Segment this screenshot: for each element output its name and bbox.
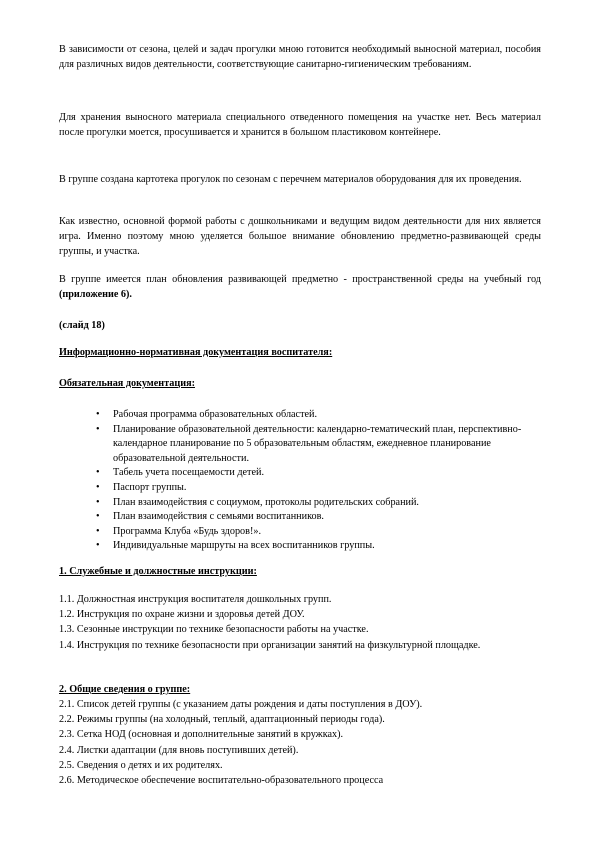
list-item: • План взаимодействия с социумом, протоколы родительских собраний. bbox=[113, 496, 541, 511]
bullet-icon: • bbox=[96, 525, 100, 537]
heading-section-2: 2. Общие сведения о группе: bbox=[59, 684, 191, 695]
section-2-item: 2.5. Сведения о детях и их родителях. bbox=[59, 759, 223, 771]
paragraph-remote-material: В зависимости от сезона, целей и задач прогулки мною готовится необходимый выносной материал, пособия для различных видов деятельности, соответствующие санитарно-гигиеническим требованиям. bbox=[59, 44, 541, 70]
section-2-list bbox=[59, 697, 541, 788]
paragraph-update-plan bbox=[59, 272, 541, 302]
paragraph-walk-cards: В группе создана картотека прогулок по сезонам с перечнем материалов оборудования для их проведения. bbox=[59, 174, 522, 185]
heading-info-docs: Информационно-нормативная документация воспитателя: bbox=[59, 347, 333, 358]
section-2-item: 2.4. Листки адаптации (для вновь поступивших детей). bbox=[59, 744, 299, 756]
list-item: • Индивидуальные маршруты на всех воспитанников группы. bbox=[113, 539, 541, 554]
heading-section-1: 1. Служебные и должностные инструкции: bbox=[59, 566, 257, 577]
list-item: • Программа Клуба «Будь здоров!». bbox=[113, 525, 541, 540]
bullet-icon: • bbox=[96, 467, 100, 479]
section-2-item: 2.3. Сетка НОД (основная и дополнительные занятий в кружках). bbox=[59, 729, 344, 741]
section-1-list bbox=[59, 592, 541, 653]
section-1-item: 1.1. Должностная инструкция воспитателя дошкольных групп. bbox=[59, 594, 332, 605]
mandatory-docs-list bbox=[96, 408, 541, 554]
section-1-item: 1.2. Инструкция по охране жизни и здоровья детей ДОУ. bbox=[59, 609, 305, 621]
bullet-icon: • bbox=[96, 496, 100, 508]
list-item: • План взаимодействия с семьями воспитанников. bbox=[113, 510, 541, 525]
list-item: • Табель учета посещаемости детей. bbox=[113, 466, 541, 481]
list-item: • Рабочая программа образовательных областей. bbox=[113, 408, 541, 423]
bullet-icon: • bbox=[96, 423, 100, 435]
paragraph-storage: Для хранения выносного материала специального отведенного помещения на участке нет. Весь материал после прогулки моется, просушивается и хранится в большом пластиковом контейнере. bbox=[59, 112, 541, 138]
list-item: • Паспорт группы. bbox=[113, 481, 541, 496]
bullet-icon: • bbox=[96, 540, 100, 552]
section-1-item: 1.3. Сезонные инструкции по технике безопасности работы на участке. bbox=[59, 624, 369, 636]
bullet-icon: • bbox=[96, 511, 100, 523]
heading-mandatory-docs: Обязательная документация: bbox=[59, 378, 195, 389]
section-2-item: 2.2. Режимы группы (на холодный, теплый, адаптационный периоды года). bbox=[59, 714, 385, 726]
paragraph-update-plan-text: В группе имеется план обновления развивающей предметно - пространственной среды на учебный год bbox=[59, 274, 541, 285]
section-2-item: 2.6. Методическое обеспечение воспитательно-образовательного процесса bbox=[59, 775, 384, 787]
bullet-icon: • bbox=[96, 409, 100, 420]
slide-label: (слайд 18) bbox=[59, 320, 105, 331]
list-item: • Планирование образовательной деятельности: календарно-тематический план, перспективно- календарное планирование по 5 образовательным областям, ежедневное планирование образовательной деятельности. bbox=[96, 423, 522, 464]
bullet-icon: • bbox=[96, 481, 100, 493]
section-1-item: 1.4. Инструкция по технике безопасности при организации занятий на физкультурной площадке. bbox=[59, 639, 481, 651]
paragraph-play-activity: Как известно, основной формой работы с дошкольниками и ведущим видом деятельности для них является игра. Именно поэтому мною уделяется большое внимание обновлению предметно-развивающей среды группы, и участка. bbox=[59, 216, 541, 257]
section-2-item: 2.1. Список детей группы (с указанием даты рождения и даты поступления в ДОУ). bbox=[59, 699, 423, 710]
appendix-reference: (приложение 6). bbox=[59, 289, 132, 300]
